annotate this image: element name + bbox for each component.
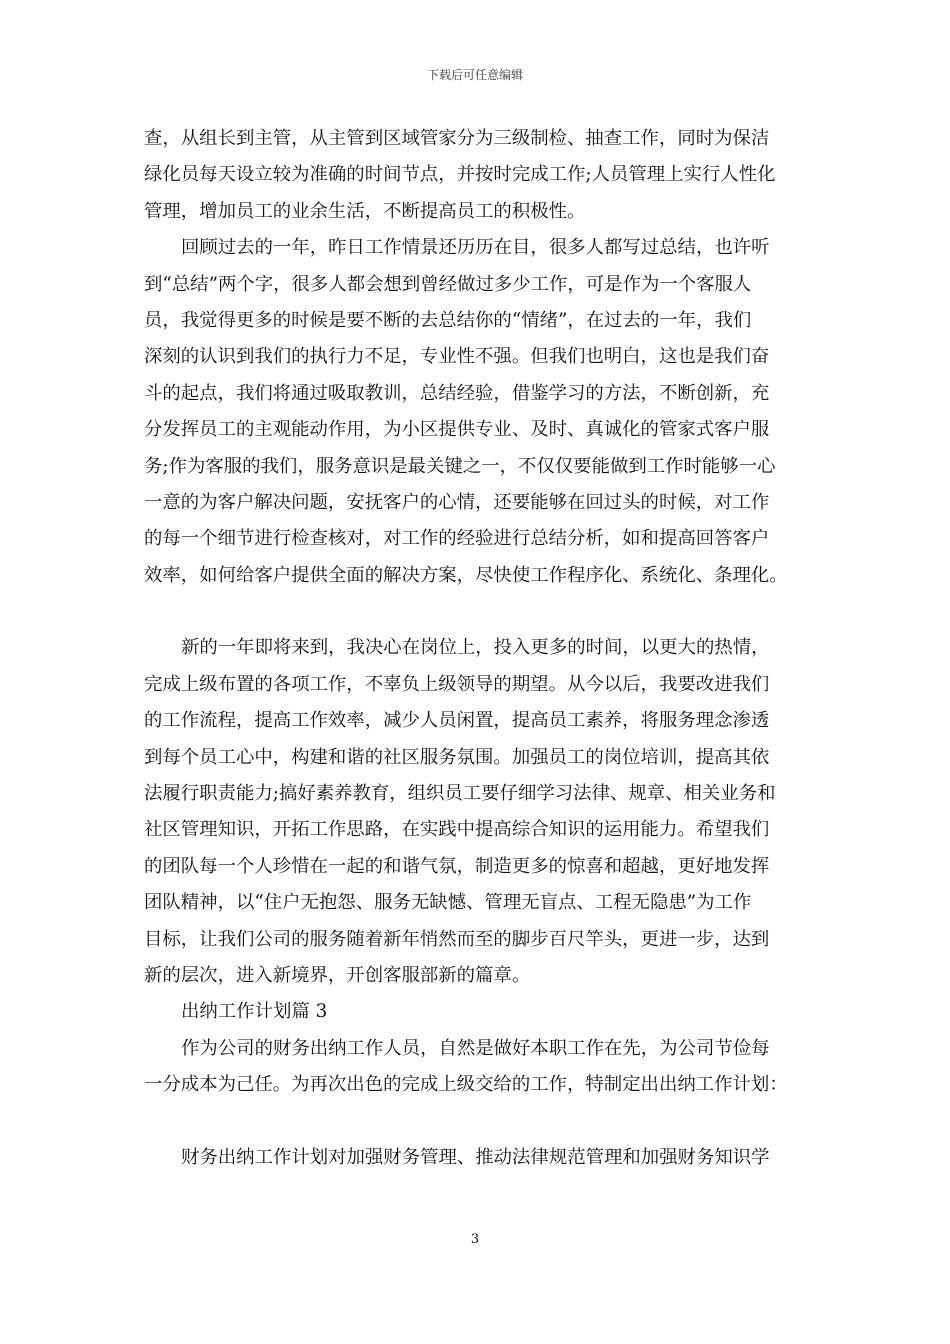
paragraph-line: 到“总结”两个字，很多人都会想到曾经做过多少工作，可是作为一个客服人 <box>144 273 752 295</box>
paragraph-line: 到每个员工心中，构建和谐的社区服务氛围。加强员工的岗位培训，提高其依 <box>144 746 770 768</box>
paragraph-line: 务;作为客服的我们，服务意识是最关键之一，不仅仅要能做到工作时能够一心 <box>144 455 776 477</box>
paragraph-line: 新的层次，进入新境界，开创客服部新的篇章。 <box>144 964 531 986</box>
paragraph-line: 财务出纳工作计划对加强财务管理、推动法律规范管理和加强财务知识学 <box>181 1146 770 1168</box>
section-title: 出纳工作计划篇 3 <box>181 1001 328 1023</box>
page-header: 下载后可任意编辑 <box>426 68 523 82</box>
paragraph-line: 一意的为客户解决问题，安抚客户的心情，还要能够在回过头的时候，对工作 <box>144 491 770 513</box>
paragraph-line: 的团队每一个人珍惜在一起的和谐气氛，制造更多的惊喜和超越，更好地发挥 <box>144 855 770 877</box>
paragraph-line: 斗的起点，我们将通过吸取教训，总结经验，借鉴学习的方法，不断创新，充 <box>144 382 770 404</box>
paragraph-line: 的每一个细节进行检查核对，对工作的经验进行总结分析，如和提高回答客户 <box>144 528 770 550</box>
paragraph-line: 回顾过去的一年，昨日工作情景还历历在目，很多人都写过总结，也许听 <box>181 237 770 259</box>
paragraph-line: 员，我觉得更多的时候是要不断的去总结你的“情绪”，在过去的一年，我们 <box>144 309 752 331</box>
paragraph-line: 新的一年即将来到，我决心在岗位上，投入更多的时间，以更大的热情， <box>181 637 770 659</box>
paragraph-line: 一分成本为己任。为再次出色的完成上级交给的工作，特制定出出纳工作计划： <box>144 1074 788 1096</box>
paragraph-gap <box>144 594 814 630</box>
page-number: 3 <box>470 1232 480 1247</box>
paragraph-line: 效率，如何给客户提供全面的解决方案，尽快使工作程序化、系统化、条理化。 <box>144 564 788 586</box>
paragraph-line: 查，从组长到主管，从主管到区域管家分为三级制检、抽查工作，同时为保洁 <box>144 128 770 149</box>
paragraph-line: 作为公司的财务出纳工作人员，自然是做好本职工作在先，为公司节俭每 <box>181 1037 770 1059</box>
paragraph-gap <box>144 1104 814 1140</box>
paragraph-line: 法履行职责能力;搞好素养教育，组织员工要仔细学习法律、规章、相关业务和 <box>144 783 776 805</box>
paragraph-line: 完成上级布置的各项工作，不辜负上级领导的期望。从今以后，我要改进我们 <box>144 673 770 695</box>
paragraph-line: 团队精神，以“住户无抱怨、服务无缺憾、管理无盲点、工程无隐患”为工作 <box>144 892 752 914</box>
paragraph-line: 的工作流程，提高工作效率，减少人员闲置，提高员工素养，将服务理念渗透 <box>144 710 770 732</box>
paragraph-line: 目标，让我们公司的服务随着新年悄然而至的脚步百尺竿头，更进一步，达到 <box>144 928 770 950</box>
paragraph-line: 绿化员每天设立较为准确的时间节点，并按时完成工作;人员管理上实行人性化 <box>144 164 776 186</box>
paragraph-line: 分发挥员工的主观能动作用，为小区提供专业、及时、真诚化的管家式客户服 <box>144 419 770 441</box>
document-body <box>144 121 814 1176</box>
paragraph-line: 深刻的认识到我们的执行力不足，专业性不强。但我们也明白，这也是我们奋 <box>144 346 770 368</box>
paragraph-line: 社区管理知识，开拓工作思路，在实践中提高综合知识的运用能力。希望我们 <box>144 819 770 841</box>
paragraph-line: 管理，增加员工的业余生活，不断提高员工的积极性。 <box>144 200 586 222</box>
